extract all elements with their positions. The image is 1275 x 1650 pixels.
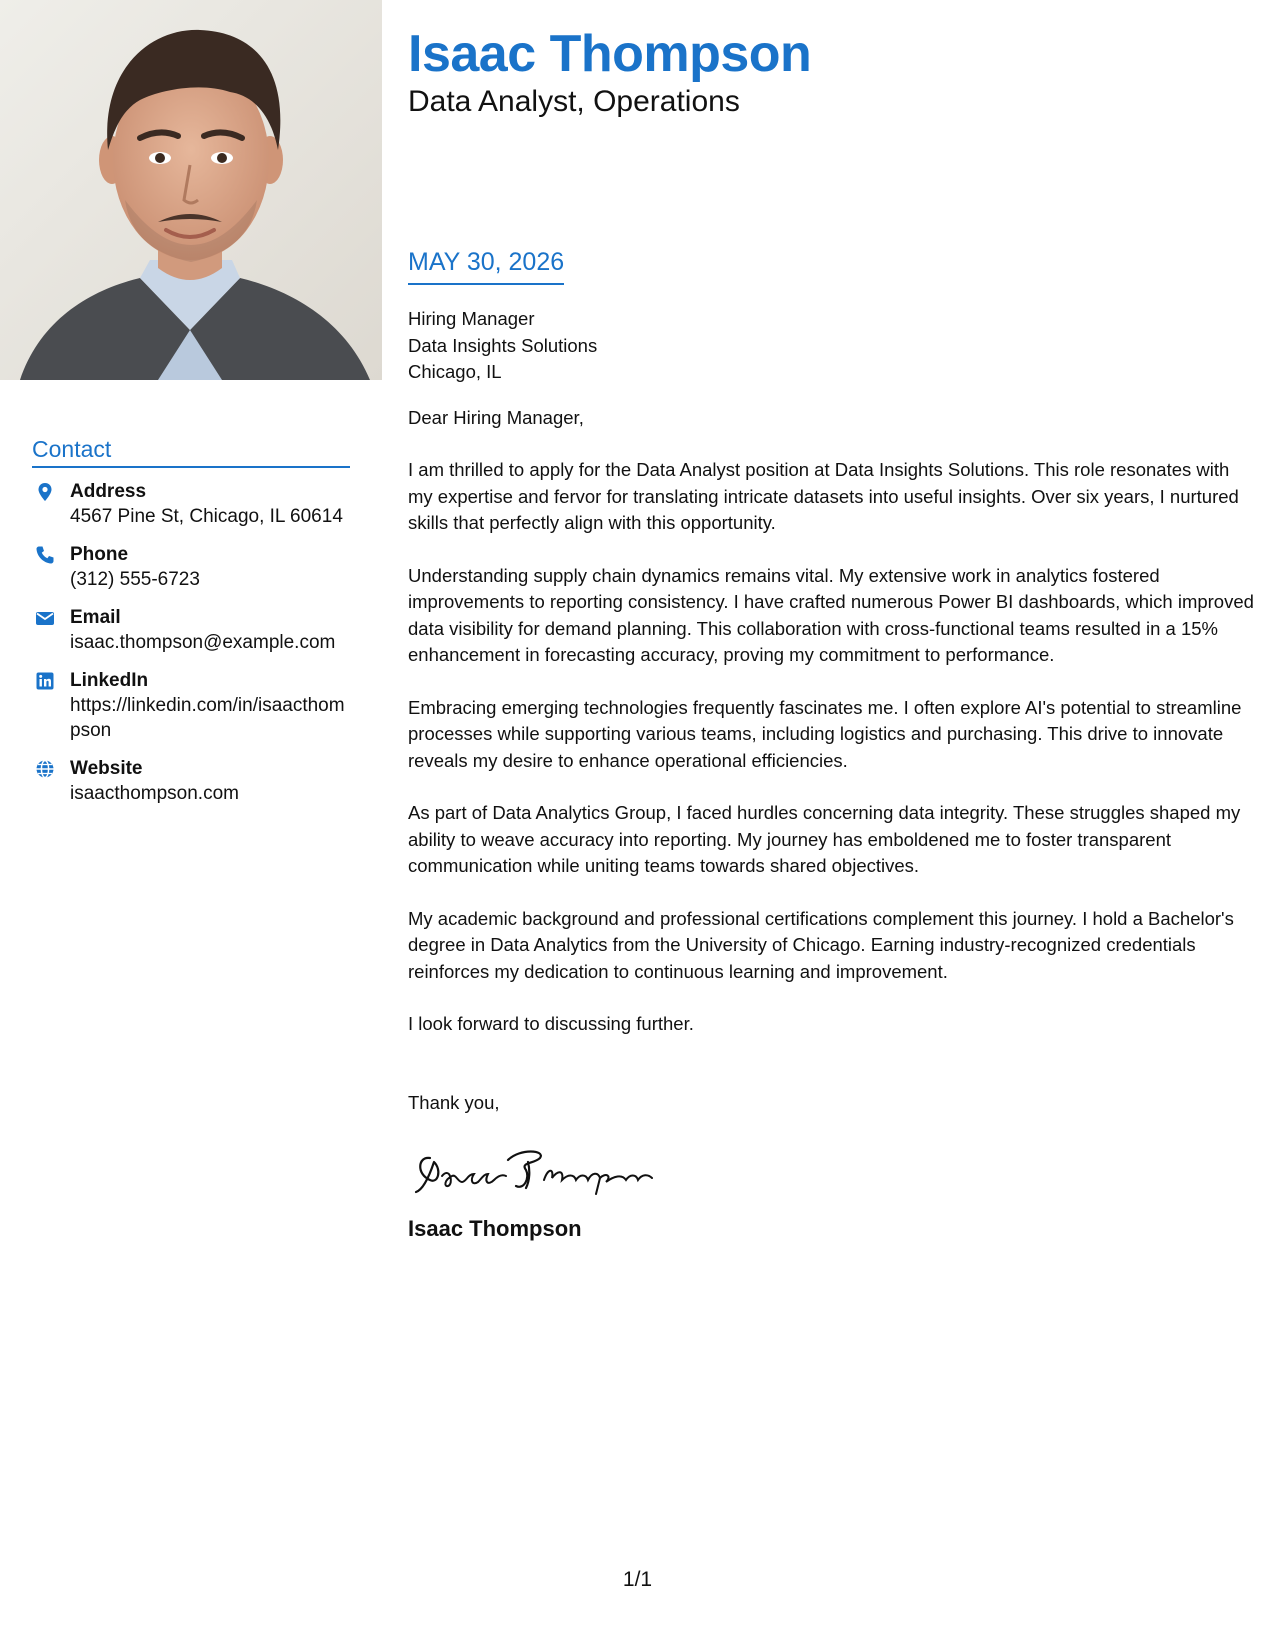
page-number: 1/1 <box>622 1568 653 1591</box>
recipient-line: Chicago, IL <box>408 361 502 382</box>
recipient-line: Hiring Manager <box>408 308 535 329</box>
contact-value: (312) 555-6723 <box>70 569 200 590</box>
contact-value: 4567 Pine St, Chicago, IL 60614 <box>70 506 343 527</box>
contact-value[interactable]: isaacthompson.com <box>70 783 239 804</box>
applicant-name: Isaac Thompson <box>408 25 812 83</box>
contact-website <box>32 757 350 806</box>
letter-body <box>408 306 1258 1243</box>
letter-paragraph: My academic background and professional certifications complement this journey. I hold a Bachelor's degree in Data Analytics from the University of Chicago. Earning industry-recognized credentials reinforces my dedication to continuous learning and improvement. <box>408 907 1234 982</box>
contact-section <box>32 436 350 820</box>
contact-value[interactable]: isaac.thompson@example.com <box>70 632 336 653</box>
contact-label: Address <box>70 481 147 502</box>
handwritten-signature <box>408 1140 1258 1202</box>
contact-heading: Contact <box>32 436 350 468</box>
contact-linkedin <box>32 669 350 743</box>
contact-label: Phone <box>70 544 129 565</box>
contact-phone <box>32 543 350 592</box>
recipient-line: Data Insights Solutions <box>408 334 598 356</box>
letter-paragraph: I look forward to discussing further. <box>408 1013 694 1034</box>
signer-name: Isaac Thompson <box>408 1216 582 1241</box>
linkedin-icon <box>35 671 55 691</box>
contact-email <box>32 606 350 655</box>
phone-icon <box>35 545 55 565</box>
header <box>408 24 1256 120</box>
letter-paragraph: I am thrilled to apply for the Data Analyst position at Data Insights Solutions. This role resonates with my expertise and fervor for translating intricate datasets into useful insights. Over six years, I nurtured skills that perfectly align with this opportunity. <box>408 459 1239 533</box>
globe-icon <box>35 759 55 779</box>
applicant-role: Data Analyst, Operations <box>408 85 740 118</box>
letter-date: MAY 30, 2026 <box>408 248 564 285</box>
contact-address <box>32 480 350 529</box>
letter-paragraph: Understanding supply chain dynamics remains vital. My extensive work in analytics fostered improvements to reporting consistency. I have crafted numerous Power BI dashboards, which improved data visibility for demand planning. This collaboration with cross-functional teams resulted in a 15% enhancement in forecasting accuracy, proving my commitment to performance. <box>408 564 1254 665</box>
map-pin-icon <box>35 482 55 502</box>
profile-photo <box>0 0 382 380</box>
envelope-icon <box>35 608 55 628</box>
contact-label: Email <box>70 607 121 628</box>
recipient-block <box>408 306 1258 386</box>
contact-label: Website <box>70 758 143 779</box>
letter-paragraph: Embracing emerging technologies frequently fascinates me. I often explore AI's potential to streamline processes while supporting various teams, including logistics and purchasing. This drive to innovate reveals my desire to enhance operational efficiencies. <box>408 696 1242 771</box>
letter-date-wrap <box>408 248 564 285</box>
contact-value[interactable]: https://linkedin.com/in/isaacthompson <box>70 695 345 741</box>
greeting: Dear Hiring Manager, <box>408 406 584 428</box>
contact-label: LinkedIn <box>70 670 149 691</box>
closing: Thank you, <box>408 1091 500 1113</box>
letter-paragraph: As part of Data Analytics Group, I faced hurdles concerning data integrity. These struggles shaped my ability to weave accuracy into reporting. My journey has emboldened me to foster transparent communication while uniting teams towards shared objectives. <box>408 802 1241 876</box>
